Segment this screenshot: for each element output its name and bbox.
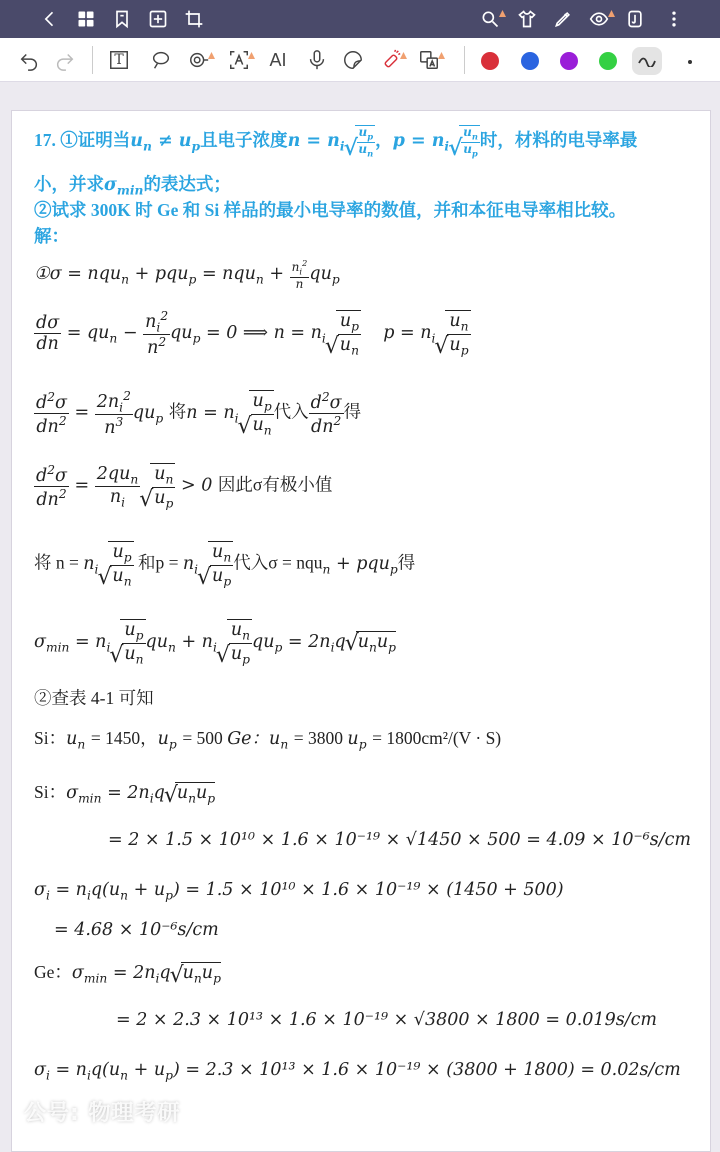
mobility-values: Si：$u_n = 1450$，$u_p = 500$ Ge：$u_n = 3800$ $u_p = 1800cm^2/(V \cdot S)$ [34, 728, 502, 752]
question-line-3: ②试求 300K 时 Ge 和 Si 样品的最小电导率的数值，并和本征电导率相比较。 [34, 200, 627, 220]
ge-sigma-intrinsic: $\sigma_i = n_iq(u_n + u_p) = 2.3 \times 10^{13} \times 1.6 \times 10^{-19} \times (3800 + 1800) = 0.02s/cm$ [34, 1060, 681, 1083]
tape-icon[interactable] [186, 48, 212, 72]
bookmark-icon[interactable] [110, 7, 134, 31]
wave-icon [638, 55, 656, 67]
top-bar [0, 0, 720, 38]
text-tool-icon[interactable]: T [106, 48, 132, 72]
add-page-icon[interactable] [146, 7, 170, 31]
table-reference: ②查表 4-1 可知 [34, 688, 154, 708]
si-sigma-min-value: = 2 × 1.5 × 10¹⁰ × 1.6 × 10⁻¹⁹ × √1450 × 500 = 4.09 × 10⁻⁶s/cm [108, 830, 692, 850]
back-icon[interactable] [38, 7, 62, 31]
solution-step-1: ①σ = nqu$_n$ + pqu$_p$ = nqu$_n$ + $\frac{n_i^2}{n}$ $qu_p$ [34, 258, 340, 292]
grid-icon[interactable] [74, 7, 98, 31]
watermark: 公号: 物理考研 [24, 1101, 181, 1126]
si-sigma-intrinsic-result: = 4.68 × 10⁻⁶s/cm [54, 920, 219, 940]
toolbar-divider [464, 46, 465, 74]
crop-icon[interactable] [182, 7, 206, 31]
solution-step-5: 将 $n = n_i$ √ $\frac{u_p}{u_n}$ 和$p = n_i$ √ $\frac{u_n}{u_p}$ 代入σ = nqu$_n$ + pqu$_p$得 [34, 541, 415, 588]
question-line-4: 解： [34, 226, 69, 246]
toolbar-more-dot[interactable] [688, 60, 692, 64]
ge-sigma-min-value: = 2 × 2.3 × 10¹³ × 1.6 × 10⁻¹⁹ × √3800 × 1800 = 0.019s/cm [116, 1010, 657, 1030]
more-icon[interactable] [662, 7, 686, 31]
color-blue[interactable] [521, 52, 539, 70]
laser-pointer-icon[interactable] [378, 48, 404, 72]
undo-icon[interactable] [16, 48, 42, 72]
color-green[interactable] [599, 52, 617, 70]
search-icon[interactable] [478, 7, 502, 31]
translate-icon[interactable] [416, 48, 442, 72]
solution-step-4: $\frac{d^2\sigma}{dn^2}$ = $\frac{2qu_n}{n_i}$ √ $\frac{u_n}{u_p}$ > 0 因此σ有极小值 [34, 463, 332, 510]
solution-step-3: $\frac{d^2\sigma}{dn^2}$ = $\frac{2n_i^2}{n^3}$ $qu_p$ 将$n = n_i$ √ $\frac{u_p}{u_n}$ 代入 $\frac{d^2\sigma}{dn^2}$ 得 [34, 389, 361, 438]
pen-icon[interactable] [551, 7, 575, 31]
color-purple[interactable] [560, 52, 578, 70]
ocr-icon[interactable] [226, 48, 252, 72]
solution-step-6: $\sigma_{min} = n_i$ √ $\frac{u_p}{u_n}$ $qu_n + n_i$ √ $\frac{u_n}{u_p}$ $qu_p = 2n_iq√$ $u_nu_p$ [34, 619, 396, 666]
redo-icon[interactable] [52, 48, 78, 72]
eye-icon[interactable] [587, 7, 611, 31]
sticker-icon[interactable] [340, 48, 366, 72]
ai-tool[interactable]: AI [269, 49, 287, 70]
lasso-icon[interactable] [148, 48, 174, 72]
question-line-1: 17. ①证明当$u_n \ne u_p$且电子浓度$n = n_i$ √ $\frac{u_p}{u_n}$ ，$p = n_i$ √ $\frac{u_n}{u_p}$ 时，材料的电导率最 [34, 125, 637, 159]
microphone-icon[interactable] [304, 48, 330, 72]
color-red[interactable] [481, 52, 499, 70]
solution-step-2: $\frac{d\sigma}{dn}$ = $qu_n$ − $\frac{n_i^2}{n^2}$ $qu_p = 0$ ⟹ $n = n_i$ √ $\frac{u_p}{u_n}$ $p = n_i$ √ $\frac{u_n}{u_p}$ [34, 309, 471, 358]
note-icon[interactable] [623, 7, 647, 31]
shirt-icon[interactable] [515, 7, 539, 31]
si-sigma-intrinsic: $\sigma_i = n_iq(u_n + u_p) = 1.5 \times 10^{10} \times 1.6 \times 10^{-19} \times (1450 + 500)$ [34, 880, 564, 903]
drawing-toolbar [0, 38, 720, 82]
pen-stroke-selector[interactable] [632, 47, 662, 75]
toolbar-divider [92, 46, 93, 74]
si-sigma-min: Si：$\sigma_{min} = 2n_iq√$ $u_nu_p$ [34, 779, 215, 806]
question-line-2: 小，并求$\sigma_{min}$的表达式； [34, 174, 231, 198]
ge-sigma-min: Ge：$\sigma_{min} = 2n_iq√$ $u_nu_p$ [34, 959, 221, 986]
note-page [11, 110, 711, 1152]
